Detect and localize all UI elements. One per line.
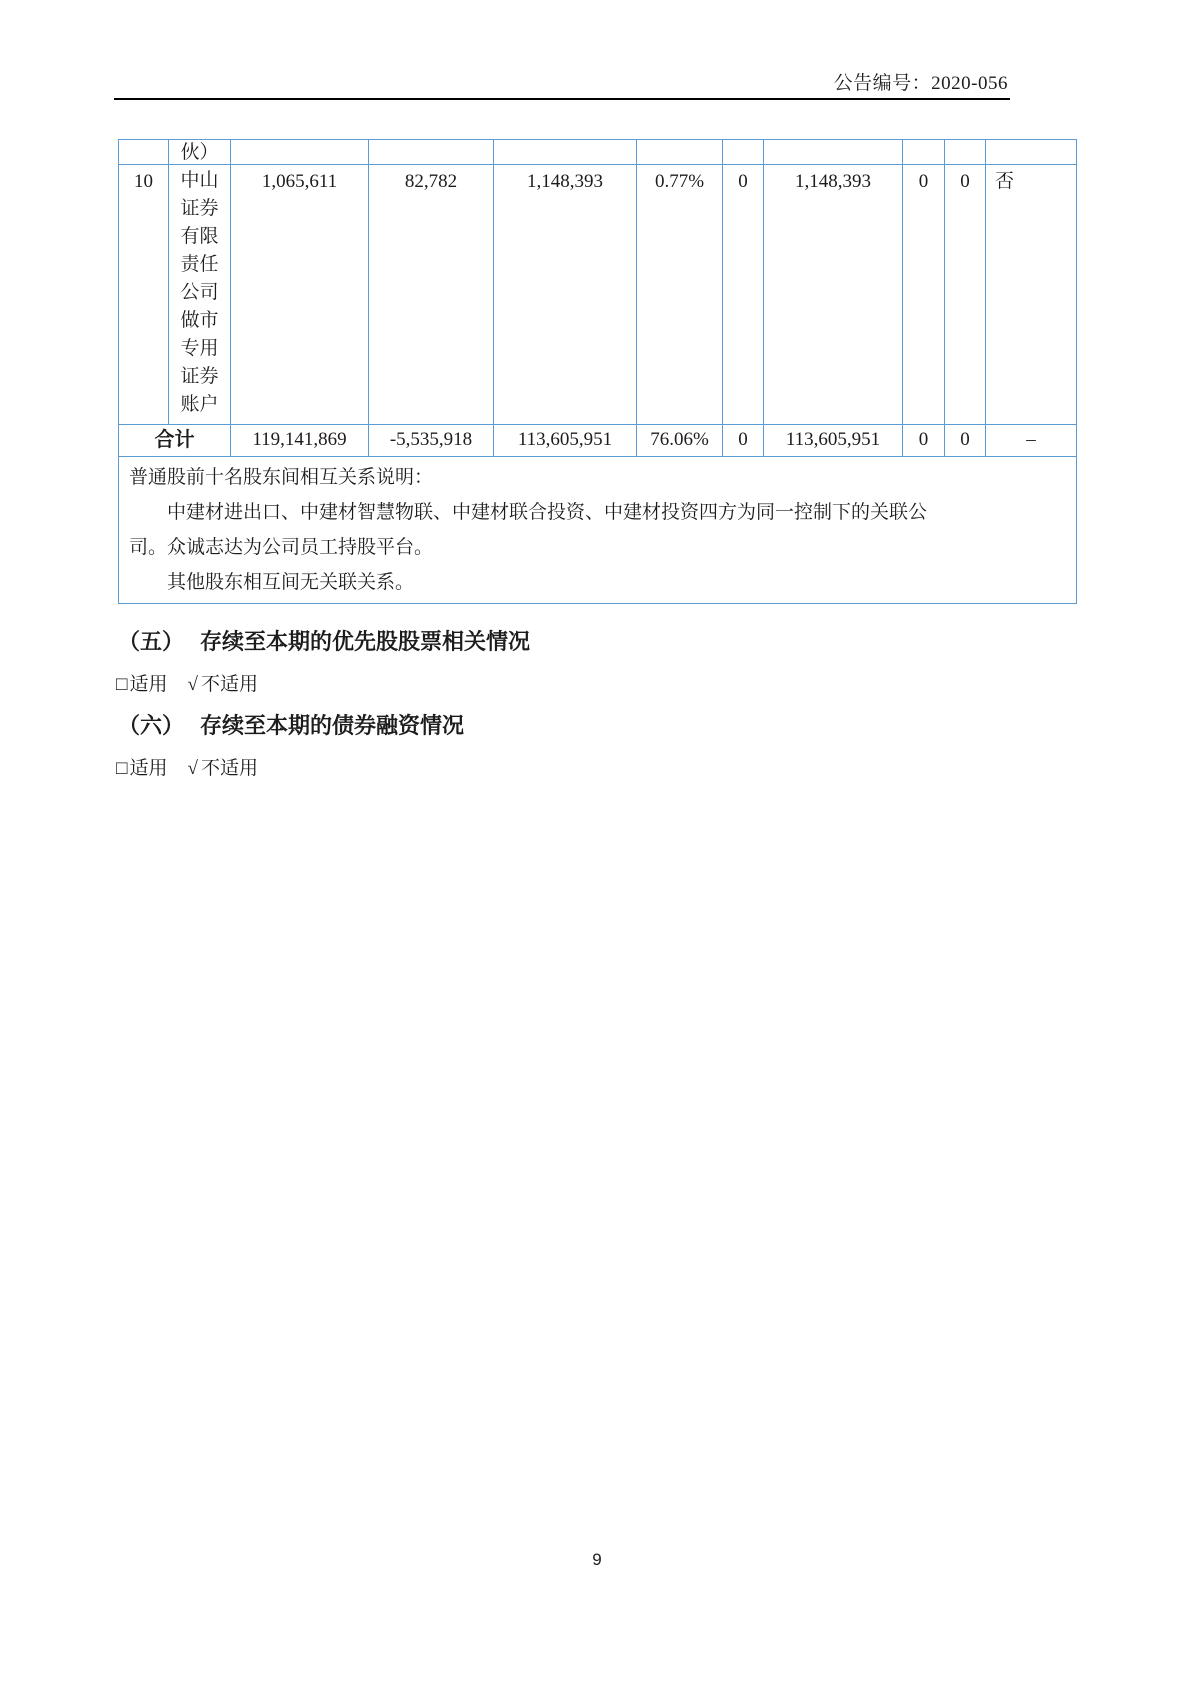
section-5-heading (118, 626, 530, 658)
empty-cell (231, 140, 369, 165)
total-label: 合计 (119, 425, 231, 457)
applicable-label: 适用 (129, 758, 168, 779)
checkbox-icon: □ (116, 758, 128, 779)
cell-value: 0 (903, 165, 945, 425)
empty-cell (723, 140, 764, 165)
empty-cell (637, 140, 723, 165)
not-applicable-label: 不适用 (200, 674, 258, 695)
note-line-3: 司。众诚志达为公司员工持股平台。 (129, 537, 434, 558)
row-total (119, 425, 1077, 457)
check-icon: √ (187, 674, 198, 695)
section-6-title: 存续至本期的债券融资情况 (200, 713, 465, 738)
section-5-number: （五） (118, 629, 185, 654)
section-5-applicability (116, 673, 258, 697)
cell-yes-no: 否 (986, 165, 1077, 425)
empty-cell (369, 140, 494, 165)
cell-shares-begin: 1,065,611 (231, 165, 369, 425)
checkbox-icon: □ (116, 674, 128, 695)
total-unrestricted-shares: 113,605,951 (764, 425, 903, 457)
row-notes (119, 457, 1077, 604)
cell-shares-end: 1,148,393 (494, 165, 637, 425)
check-icon: √ (187, 758, 198, 779)
section-5-title: 存续至本期的优先股股票相关情况 (200, 629, 531, 654)
not-applicable-label: 不适用 (200, 758, 258, 779)
doc-number: 公告编号：2020-056 (833, 73, 1008, 94)
empty-cell (986, 140, 1077, 165)
carryover-name-fragment: 伙） (169, 140, 231, 165)
total-shares-end: 113,605,951 (494, 425, 637, 457)
total-dash: – (986, 425, 1077, 457)
total-shares-begin: 119,141,869 (231, 425, 369, 457)
section-6-heading (118, 710, 464, 742)
shareholders-table (118, 139, 1077, 604)
total-percent: 76.06% (637, 425, 723, 457)
total-value: 0 (723, 425, 764, 457)
empty-cell (494, 140, 637, 165)
total-value: 0 (903, 425, 945, 457)
note-line-4: 其他股东相互间无关联关系。 (167, 572, 415, 593)
cell-rank: 10 (119, 165, 169, 425)
empty-cell (945, 140, 986, 165)
section-6-applicability (116, 757, 258, 781)
note-line-2: 中建材进出口、中建材智慧物联、中建材联合投资、中建材投资四方为同一控制下的关联公 (167, 502, 928, 523)
total-shares-change: -5,535,918 (369, 425, 494, 457)
notes-cell (119, 457, 1077, 604)
empty-cell (764, 140, 903, 165)
note-line-1: 普通股前十名股东间相互关系说明： (129, 467, 434, 488)
section-6-number: （六） (118, 713, 185, 738)
total-value: 0 (945, 425, 986, 457)
page-number: 9 (592, 1550, 602, 1569)
applicable-label: 适用 (129, 674, 168, 695)
row-10 (119, 165, 1077, 425)
cell-value: 0 (723, 165, 764, 425)
cell-unrestricted-shares: 1,148,393 (764, 165, 903, 425)
row-carryover (119, 140, 1077, 165)
cell-percent: 0.77% (637, 165, 723, 425)
cell-value: 0 (945, 165, 986, 425)
empty-cell (903, 140, 945, 165)
cell-shares-change: 82,782 (369, 165, 494, 425)
cell-shareholder-name: 中山证券有限责任公司做市专用证券账户 (169, 165, 231, 425)
empty-cell (119, 140, 169, 165)
header-rule (114, 98, 1010, 100)
